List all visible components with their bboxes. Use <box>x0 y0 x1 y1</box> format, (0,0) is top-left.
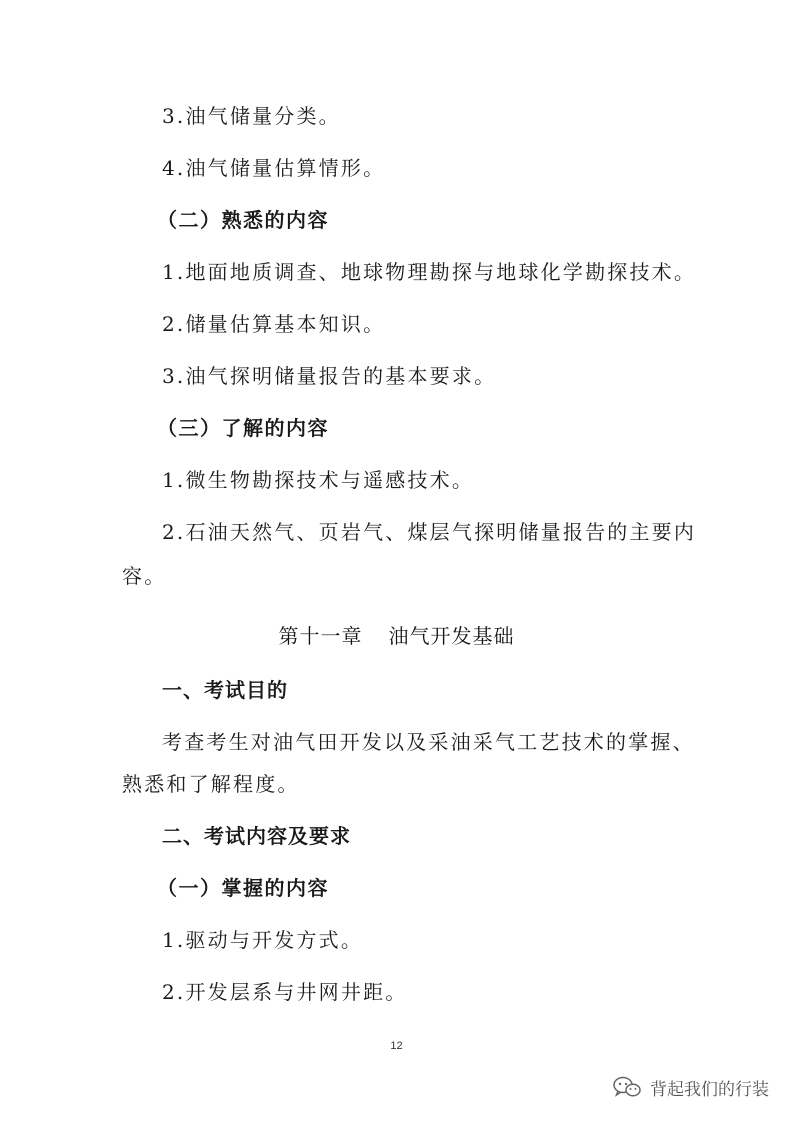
subsection-heading: （一）掌握的内容 <box>157 876 329 900</box>
chapter-title <box>0 622 793 650</box>
subsection-heading: （三）了解的内容 <box>157 416 329 440</box>
section-heading: 二、考试内容及要求 <box>162 824 351 848</box>
chapter-number: 第十一章 <box>278 624 363 648</box>
list-item: 2.石油天然气、页岩气、煤层气探明储量报告的主要内 <box>162 520 697 544</box>
list-item: 1.驱动与开发方式。 <box>162 928 364 952</box>
wechat-icon <box>612 1075 642 1099</box>
list-item: 1.微生物勘探技术与遥感技术。 <box>162 468 475 492</box>
chapter-name: 油气开发基础 <box>388 624 515 648</box>
page-number: 12 <box>390 1040 403 1052</box>
list-item: 3.油气储量分类。 <box>162 104 341 128</box>
list-item: 4.油气储量估算情形。 <box>162 156 386 180</box>
watermark <box>612 1073 769 1101</box>
list-item: 1.地面地质调查、地球物理勘探与地球化学勘探技术。 <box>162 260 697 284</box>
list-item: 2.储量估算基本知识。 <box>162 312 386 336</box>
watermark-text: 背起我们的行装 <box>650 1079 769 1100</box>
subsection-heading: （二）熟悉的内容 <box>157 208 329 232</box>
list-item: 2.开发层系与井网井距。 <box>162 980 408 1004</box>
list-item: 3.油气探明储量报告的基本要求。 <box>162 364 497 388</box>
paragraph-line: 熟悉和了解程度。 <box>122 772 300 796</box>
section-heading: 一、考试目的 <box>162 678 288 702</box>
list-item-continuation: 容。 <box>122 564 167 588</box>
paragraph-line: 考查考生对油气田开发以及采油采气工艺技术的掌握、 <box>162 730 695 754</box>
